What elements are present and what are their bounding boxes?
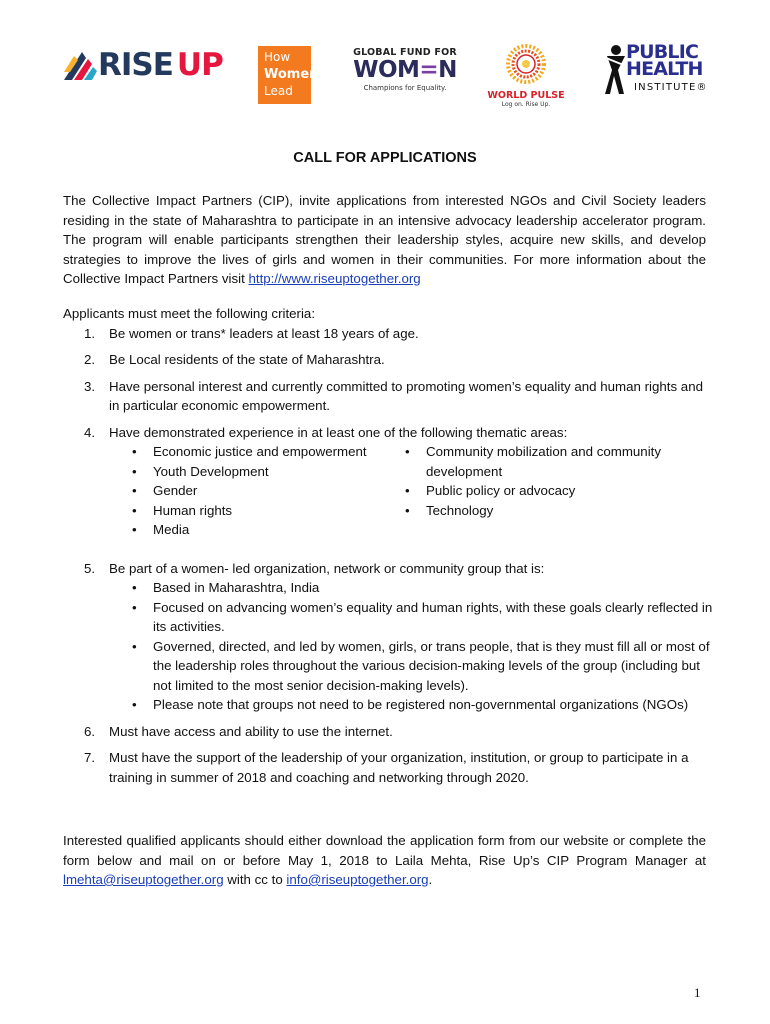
list-item-text: Economic justice and empowerment [153,444,367,459]
list-item-text: Human rights [153,502,233,518]
bullet-icon: • [132,463,137,479]
criterion-text: Must have the support of the leadership of your organization, institution, or group to participate in a training in summer of 2018 and coaching and networking through 2020. [109,750,689,785]
criterion-number: 2. [84,352,96,367]
phi-line-public: PUBLIC [626,41,699,63]
list-item [63,501,380,521]
criterion-text: Have demonstrated experience in at least one of the following thematic areas: [109,424,568,440]
list-item-text: Public policy or advocacy [426,483,576,498]
org-requirements-list [63,578,713,715]
criteria-heading: Applicants must meet the following criteria: [63,306,316,321]
bullet-icon: • [132,502,137,518]
hwl-line-3: Lead [264,84,293,98]
criterion-7 [63,748,713,787]
gfw-tagline: Champions for Equality. [363,84,447,92]
criterion-text: Be part of a women- led organization, network or community group that is: [109,560,545,576]
page-number: 1 [694,985,701,1000]
gfw-top-line: GLOBAL FUND FOR [353,47,457,58]
world-pulse-tagline: Log on. Rise Up. [501,101,551,108]
rise-up-word-rise: RISE [98,47,173,83]
website-link[interactable]: http://www.riseuptogether.org [248,271,421,286]
list-item-text: Gender [153,483,198,498]
closing-middle-text: with cc to [223,872,287,887]
criterion-2 [63,350,713,370]
list-item [63,462,380,482]
closing-text: Interested qualified applicants should either download the application form from our website or complete the form below and mail on or before May 1, 2018 to Laila Mehta, Rise Up’s CIP Program Manager at [63,833,706,868]
closing-end: . [428,872,433,887]
bullet-icon: • [132,638,137,654]
list-item-text: Technology [426,502,494,518]
gfw-equals-mark: = [419,57,439,83]
thematic-list-left [63,442,380,540]
thematic-areas [63,442,713,540]
list-item-text: Based in Maharashtra, India [153,580,320,595]
criterion-number: 5. [84,560,96,576]
bullet-icon: • [132,580,137,595]
bullet-icon: • [132,522,137,537]
how-women-lead-logo [258,46,319,104]
list-item-text: Governed, directed, and led by women, girls, or trans people, that is they must fill all or most of the leadership roles throughout the various decision-making levels of the group (including but not limited to the most senior decision-making levels). [153,638,710,693]
hwl-line-1: How [264,50,291,64]
list-item-text: Media [153,522,190,537]
criterion-text: Be women or trans* leaders at least 18 years of age. [109,325,419,341]
criterion-number: 6. [84,723,96,739]
criterion-text: Must have access and ability to use the internet. [109,723,393,739]
list-item-text: Focused on advancing women’s equality and human rights, with these goals clearly reflected in its activities. [153,599,713,634]
list-item [63,695,713,715]
bullet-icon: • [132,599,137,615]
closing-paragraph [63,831,706,890]
list-item [63,520,380,540]
world-pulse-sunburst-icon [506,44,546,84]
gfw-wordmark-b: N [438,57,457,83]
rise-up-word-up: UP [176,47,223,83]
list-item [380,501,680,521]
list-item-text: Community mobilization and community development [426,444,662,479]
bullet-icon: • [132,444,137,459]
criterion-number: 3. [84,378,96,394]
public-health-institute-logo [604,41,714,102]
list-item [380,442,680,481]
criterion-text: Be Local residents of the state of Maharashtra. [109,352,385,367]
criterion-number: 1. [84,325,96,341]
phi-figure-icon [604,44,628,96]
criterion-6 [63,722,713,742]
world-pulse-logo [486,44,566,108]
phi-line-health: HEALTH [626,58,703,80]
hwl-line-2: Women [264,67,319,82]
list-item [63,637,713,696]
criterion-text: Have personal interest and currently committed to promoting women’s equality and human rights and in particular economic empowerment. [109,378,703,413]
rise-up-logo [64,48,223,82]
page-title: CALL FOR APPLICATIONS [293,150,477,166]
bullet-icon: • [132,697,137,712]
gfw-wordmark-a: WOM [353,57,420,83]
global-fund-for-women-logo [350,47,460,92]
criterion-number: 4. [84,424,96,440]
thematic-list-right [380,442,680,540]
rise-up-mark-icon [64,50,98,80]
list-item [63,598,713,637]
intro-text: The Collective Impact Partners (CIP), invite applications from interested NGOs and Civil Society leaders residing in the state of Maharashtra to participate in an intensive advocacy leadership accelerator program. The program will enable participants strengthen their leadership styles, acquire new skills, and develop strategies to improve the lives of girls and women in their communities. For more information about the Collective Impact Partners visit [63,193,706,286]
list-item-text: Please note that groups not need to be registered non-governmental organizations (NGOs) [153,697,689,712]
criterion-1 [63,324,713,344]
list-item [63,481,380,501]
bullet-icon: • [405,444,410,459]
partner-logos [0,40,770,120]
criterion-number: 7. [84,750,96,765]
bullet-icon: • [405,483,410,498]
email-link-info[interactable]: info@riseuptogether.org [286,872,429,887]
email-link-lmehta[interactable]: lmehta@riseuptogether.org [63,872,224,887]
list-item [63,442,380,462]
criterion-4 [63,423,713,443]
list-item [63,578,713,598]
list-item-text: Youth Development [153,463,269,479]
criterion-5 [63,559,713,579]
phi-line-institute: INSTITUTE® [634,82,708,93]
bullet-icon: • [405,502,410,518]
gfw-wordmark [350,58,460,82]
criteria-section [63,304,713,787]
list-item [380,481,680,501]
bullet-icon: • [132,483,137,498]
criterion-3 [63,377,713,416]
intro-paragraph [63,191,706,289]
world-pulse-name: WORLD PULSE [487,90,565,101]
phi-wordmark [626,41,703,80]
